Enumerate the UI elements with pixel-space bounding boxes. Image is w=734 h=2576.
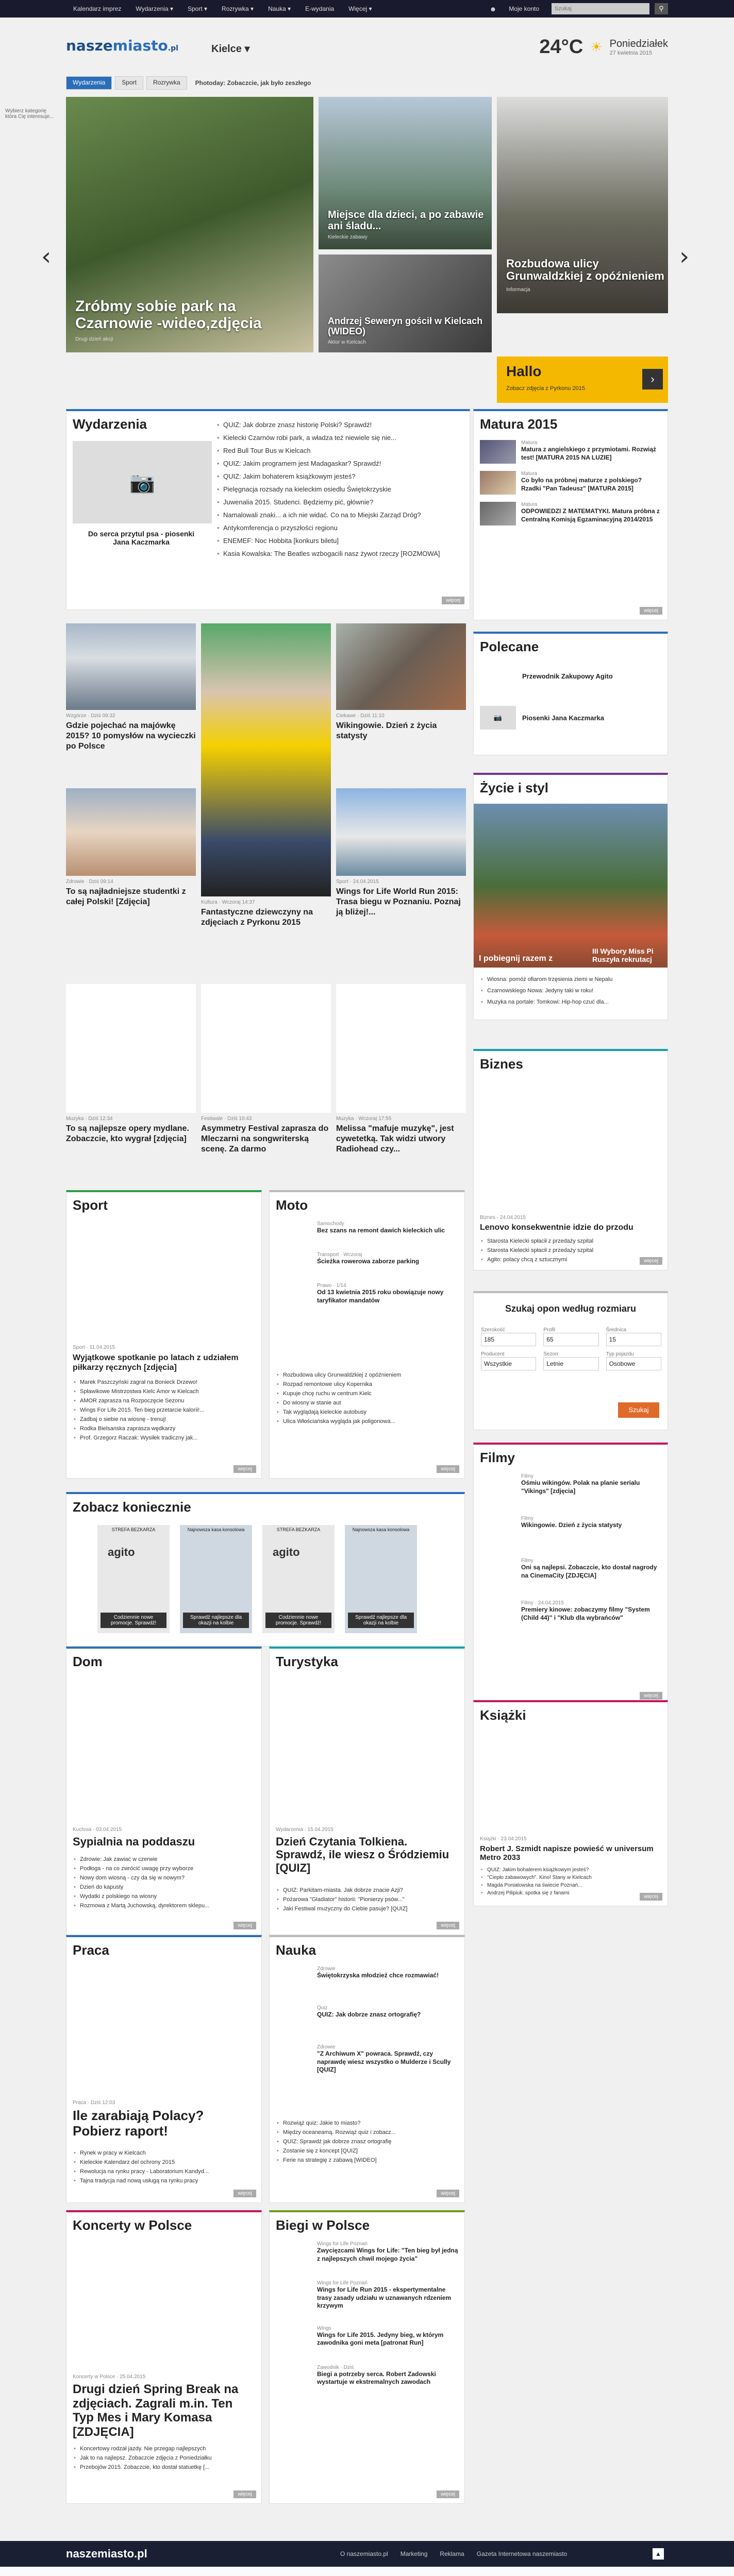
list-item[interactable]: • Wings For Life 2015. Ten bieg przetarcie kalorii!... <box>73 1405 255 1415</box>
tab-events[interactable]: Wydarzenia <box>66 76 112 90</box>
search-button[interactable] <box>655 3 668 14</box>
list-item[interactable]: • Zostanie się z koncept [QUIZ] <box>276 2146 458 2156</box>
list-item[interactable]: Wings for Life Poznań Zwycięzcami Wings for Life: "Ten bieg był jedną z najlepszych chwil mojego życia" <box>276 2241 458 2265</box>
list-item[interactable]: • Red Bull Tour Bus w Kielcach <box>216 444 463 457</box>
footer-logo[interactable]: naszemiasto.pl <box>66 2547 147 2560</box>
list-item[interactable]: • Andrzej Pilipiuk: spotka się z fanami <box>480 1889 662 1897</box>
slider-prev-arrow[interactable]: ‹ <box>41 242 52 271</box>
books-more-button[interactable]: więcej <box>640 1893 662 1901</box>
news-card[interactable]: Ciekawe · Dziś 11:10 Wikingowie. Dzień z życia statysty <box>336 623 466 741</box>
moto-list <box>276 1370 458 1426</box>
list-item[interactable]: • Kielecki Czarnów robi park, a władza też niewiele się nie... <box>216 431 463 444</box>
concerts-image[interactable] <box>73 2241 255 2370</box>
list-item[interactable]: • "Ciepło zabawowych". Kino! Stany w Kielcach <box>480 1874 662 1882</box>
list-item[interactable]: • Tak wyglądają kieleckie autobusy <box>276 1408 458 1417</box>
books-section: Książki Książki · 23.04.2015 Robert J. Szmidt napisze powieść w universum Metro 2033 • QUIZ: Jakim bohaterem książkowym jesteś? • "Ciepło zabawowych". Kino! Stany w Kielcach • Magda Poniatowska na świecie Poznań... • Andrzej Pilipiuk: spotka się z fanami więcej <box>473 1700 668 1906</box>
list-item[interactable]: • QUIZ: Parkitam-miasta. Jak dobrze znacie Azji? <box>276 1886 458 1895</box>
list-item[interactable]: • Wydatki z polskiego na wiosny <box>73 1892 255 1901</box>
home-more-button[interactable]: więcej <box>233 1922 256 1929</box>
list-item[interactable]: • QUIZ: Jakim bohaterem książkowym jesteś? <box>480 1866 662 1874</box>
books-list <box>480 1866 662 1897</box>
business-title: Biznes <box>480 1056 523 1072</box>
list-item[interactable]: • Agito: polacy chcą z sztucznymi <box>480 1255 660 1264</box>
list-item[interactable]: • QUIZ: Jak dobrze znasz historię Polski? Sprawdź! <box>216 418 463 431</box>
site-footer <box>0 2541 734 2576</box>
list-item[interactable]: Prawo · 1/14 Od 13 kwietnia 2015 roku obowiązuje nowy taryfikator mandatów <box>276 1283 458 1307</box>
events-section <box>66 409 470 610</box>
topbar-link-sport[interactable]: Sport ▾ <box>187 5 208 12</box>
top-navigation-bar <box>0 0 734 18</box>
list-item[interactable]: • Jak to na najlepsz. Zobaczcie zdjęcia z Poniedziałku <box>73 2453 255 2463</box>
matura-title: Matura 2015 <box>480 416 558 432</box>
category-tabs <box>66 76 668 90</box>
news-card[interactable]: Muzyka · Wczoraj 17:55 Melissa "mafuje muzykę", jest cywetetką. Tak widzi utwory Radiohead czy... <box>336 984 466 1155</box>
list-item[interactable]: • Starosta Kielecki spłacił z przedaży szpital <box>480 1246 660 1255</box>
list-item[interactable]: Wings for Life Poznań Wings for Life Run 2015 - ekspertymentalne trasy zasady udziału w uznawanych rdzeniem krzywym <box>276 2280 458 2310</box>
photoday-label[interactable]: Photoday: Zobaczcie, jak było zeszłego <box>195 79 311 87</box>
list-item[interactable]: • Wiosna: pomóż ofiarom trzęsienia ziemi w Nepalu <box>480 974 665 985</box>
list-item[interactable]: • Tajna tradycja nad nową usługą na rynku pracy <box>73 2176 255 2185</box>
events-caption[interactable]: Do serca przytul psa - piosenki Jana Kaczmarka <box>88 530 195 546</box>
weekday: Poniedziałek <box>609 38 668 49</box>
sport-section: Sport Sport · 11.04.2015 Wyjątkowe spotkanie po latach z udziałem piłkarzy ręcznych [zdjęcia] • Marek Paszczyński zagrał na Bonieck Drzewo! • Spławikowe Mistrzostwa Kielc Amor w Kielcach • AMOR zaprasza na Rozpoczęcie Sezonu • Wings For Life 2015. Ten bieg przetarcie kalorii!... • Zadbaj o siebie na wiosnę - trenuj! • Rodka Bielsanska zaprasza wędkarzy • Prof. Grzegorz Raczak: Wysiłek tradiczny jak... więcej <box>66 1190 262 1479</box>
footer-link[interactable]: Reklama <box>440 2550 464 2557</box>
books-image[interactable] <box>480 1731 662 1834</box>
recommended-title: Polecane <box>480 639 539 654</box>
chevron-up-icon[interactable]: ▲ <box>653 2548 664 2560</box>
must-see-title: Zobacz koniecznie <box>73 1499 191 1515</box>
science-more-button[interactable]: więcej <box>437 2190 459 2197</box>
sport-lead[interactable]: Wyjątkowe spotkanie po latach z udziałem piłkarzy ręcznych [zdjęcia] <box>73 1353 239 1372</box>
news-card[interactable]: Wzgórze · Dziś 09:32 Gdzie pojechać na majówkę 2015? 10 pomysłów na wycieczki po Polsce <box>66 623 196 752</box>
list-item[interactable]: • Juwenalia 2015. Studenci. Będziemy pić, głównie? <box>216 496 463 509</box>
list-item[interactable]: • Koncertowy rodzał jazdy. Nie przegap najlepszych <box>73 2444 255 2453</box>
list-item[interactable]: Zawodnik · Dziś Biegi a potrzeby serca. Robert Zadowski wystartuje w ekstremalnych zawodach <box>276 2365 458 2388</box>
list-item[interactable]: Filmy · 24.04.2015 Premiery kinowe: zobaczymy filmy "System (Child 44)" i "Klub dla wybrańców" <box>480 1600 662 1624</box>
business-section: Biznes Biznes · 24.04.2015 Lenovo konsekwentnie idzie do przodu • Starosta Kielecki spłacił z przedaży szpital • Starosta Kielecki spłacił z przedaży szpital • Agito: polacy chcą z sztucznymi więcej <box>473 1049 668 1270</box>
diameter-select[interactable]: 15 <box>606 1333 661 1346</box>
list-item[interactable]: • Rozpad remontowe ulicy Kopernika <box>276 1380 458 1389</box>
slider-next-arrow[interactable]: › <box>679 242 690 271</box>
moto-more-button[interactable]: więcej <box>437 1465 459 1473</box>
list-item[interactable]: • Ulica Włościańska wygląda jak poligonowa... <box>276 1417 458 1426</box>
list-item[interactable]: • Kieleckie Kalendarz del ochrony 2015 <box>73 2158 255 2167</box>
list-item[interactable]: • Pielęgnacja rozsady na kieleckim osiedlu Świętokrzyskie <box>216 483 463 496</box>
news-card[interactable]: Muzyka · Dziś 12:34 To są najlepsze opery mydlane. Zobaczcie, kto wygrał [zdjęcia] <box>66 984 196 1144</box>
current-date: 27 kwietnia 2015 <box>609 50 653 56</box>
sport-image[interactable] <box>73 1221 255 1340</box>
list-item[interactable]: Zdrowie "Z Archiwum X" powraca. Sprawdź, czy naprawdę wiesz wszystko o Mulderze i Scully [QUIZ] <box>276 2044 458 2074</box>
hero-tile-seweryn[interactable]: Andrzej Seweryn gościł w Kielcach (WIDEO) Aktor w Kielcach <box>319 255 492 352</box>
list-item[interactable]: Matura Matura z angielskiego z przymiotami. Rozwiąż test! [MATURA 2015 NA LUZIE] <box>480 440 662 464</box>
topbar-link-editions[interactable]: E-wydania <box>305 5 335 12</box>
concerts-title: Koncerty w Polsce <box>73 2217 192 2233</box>
temperature: 24°C <box>539 36 583 58</box>
news-card[interactable]: Festiwale · Dziś 10:43 Asymmetry Festival zaprasza do Mleczarni na songwriterską scenę. Za darmo <box>201 984 331 1155</box>
news-card[interactable]: Sport · 24.04.2015 Wings for Life World Run 2015: Trasa biegu w Poznaniu. Poznaj ją bliżej!... <box>336 788 466 918</box>
list-item[interactable]: • Dzień do kapusty <box>73 1883 255 1892</box>
list-item[interactable]: 📷 Piosenki Jana Kaczmarka <box>480 706 604 730</box>
science-list <box>276 2119 458 2165</box>
events-image-placeholder[interactable] <box>73 441 212 523</box>
list-item[interactable]: • Marek Paszczyński zagrał na Bonieck Drzewo! <box>73 1378 255 1387</box>
list-item[interactable]: • Rozmowa z Martą Juchowską, dyrektorem sklepu... <box>73 1901 255 1910</box>
science-title: Nauka <box>276 1942 316 1958</box>
list-item[interactable]: • QUIZ: Jakim programem jest Madagaskar? Sprawdź! <box>216 457 463 470</box>
promo-tile[interactable]: STREFA BEZKARZA agito Codziennie nowe promocje. Sprawdź! <box>97 1525 170 1633</box>
home-lead[interactable]: Sypialnia na poddaszu <box>73 1835 195 1848</box>
home-image[interactable] <box>73 1677 255 1822</box>
list-item[interactable]: • Starosta Kielecki spłacił z przedaży szpital <box>480 1236 660 1246</box>
topbar-link-more[interactable]: Więcej ▾ <box>348 5 372 12</box>
jobs-list <box>73 2148 255 2185</box>
lifestyle-list <box>480 974 665 1008</box>
footer-bar <box>0 2541 734 2567</box>
list-item[interactable]: • Czarnowskiego Nowa: Jedyny taki w roku! <box>480 985 665 996</box>
list-item[interactable]: • Kupuje chcę ruchu w centrum Kielc <box>276 1389 458 1398</box>
moto-section <box>269 1190 465 1479</box>
footer-link[interactable]: Marketing <box>400 2550 428 2557</box>
events-title: Wydarzenia <box>73 416 147 432</box>
business-lead[interactable]: Lenovo konsekwentnie idzie do przodu <box>480 1223 633 1232</box>
travel-section: Turystyka Wydarzenia · 15.04.2015 Dzień Czytania Tolkiena. Sprawdź, ile wiesz o Śródziemiu [QUIZ] • QUIZ: Parkitam-miasta. Jak dobrze znacie Azji? • Pożarowa "Gladiator" historii: "Pionierzy psów..." • Jaki Festiwal muzyczny do Ciebie pasuje? [QUIZ] więcej <box>269 1647 465 1935</box>
list-item[interactable]: • Antykomferencja o przyszłości regionu <box>216 521 463 534</box>
footer-link[interactable]: O naszemiasto.pl <box>340 2550 388 2557</box>
matura-section <box>473 409 668 620</box>
movies-section <box>473 1443 668 1705</box>
business-list <box>480 1236 660 1264</box>
lifestyle-section <box>473 773 668 1020</box>
concerts-lead[interactable]: Drugi dzień Spring Break na zdjęciach. Zagrali m.in. Ten Typ Mes i Mary Komasa [ZDJĘCIA] <box>73 2382 239 2439</box>
chevron-right-icon: › <box>642 369 663 389</box>
travel-lead[interactable]: Dzień Czytania Tolkiena. Sprawdź, ile wiesz o Śródziemiu [QUIZ] <box>276 1835 449 1874</box>
list-item[interactable]: Matura ODPOWIEDZI Z MATEMATYKI. Matura próbna z Centralną Komisją Egzaminacyjną 2014/2015 <box>480 502 662 526</box>
list-item[interactable]: • Rozwiąż quiz: Jakie to miasto? <box>276 2119 458 2128</box>
list-item[interactable]: Transport · Wczoraj Ścieżka rowerowa zaborze parking <box>276 1252 458 1276</box>
running-title: Biegi w Polsce <box>276 2217 370 2233</box>
list-item[interactable]: • QUIZ: Jakim bohaterem książkowym jesteś? <box>216 470 463 483</box>
list-item[interactable]: • Zadbaj o siebie na wiosnę - trenuj! <box>73 1415 255 1424</box>
sun-icon: ☀ <box>590 39 603 55</box>
site-logo[interactable]: naszemiasto.pl <box>66 37 178 54</box>
running-section <box>269 2210 465 2504</box>
list-item[interactable]: • Podłoga - na co zwrócić uwagę przy wyborze <box>73 1864 255 1873</box>
concerts-list <box>73 2444 255 2472</box>
list-item[interactable]: Wings Wings for Life 2015. Jedyny bieg, w którym zawodnika goni meta [patronat Run] <box>276 2326 458 2349</box>
topbar-link-events[interactable]: Wydarzenia ▾ <box>136 5 173 12</box>
list-item[interactable]: • Między oceaneamą. Rozwiąż quiz i zobacz... <box>276 2128 458 2137</box>
list-item[interactable]: • Do wiosny w stanie aut <box>276 1398 458 1408</box>
news-card[interactable]: Kultura · Wczoraj 14:37 Fantastyczne dziewczyny na zdjęciach z Pyrkonu 2015 <box>201 623 331 928</box>
business-more-button[interactable]: więcej <box>640 1257 662 1265</box>
sport-title: Sport <box>73 1197 108 1213</box>
list-item[interactable]: Przewodnik Zakupowy Agito <box>480 666 613 686</box>
jobs-more-button[interactable]: więcej <box>233 2190 256 2197</box>
season-select[interactable]: Letnie <box>543 1357 598 1370</box>
promo-tile[interactable]: Najnowsza kasa konsolowa Sprawdź najlepsze dla okazji na kolbie <box>345 1525 417 1633</box>
science-section <box>269 1935 465 2203</box>
hero-tile-hallo[interactable]: Hallo Zobacz zdjęcia z Pyrkonu 2015 › <box>497 357 668 403</box>
list-item[interactable]: • Nowy dom wiosną - czy da się w nowym? <box>73 1873 255 1883</box>
list-item[interactable]: • Jaki Festiwal muzyczny do Ciebie pasuje? [QUIZ] <box>276 1904 458 1913</box>
list-item[interactable]: Filmy Oni są najlepsi. Zobaczcie, kto dostał nagrody na CinemaCity [ZDJĘCIA] <box>480 1558 662 1582</box>
list-item[interactable]: • Rodka Bielsanska zaprasza wędkarzy <box>73 1424 255 1433</box>
must-see-section <box>66 1492 465 1647</box>
lifestyle-title: Życie i styl <box>480 780 548 795</box>
list-item[interactable]: • Rynek w pracy w Kielcach <box>73 2148 255 2158</box>
lifestyle-slider[interactable]: I pobiegnij razem z III Wybory Miss Pi Ruszyła rekrutacj <box>474 804 668 968</box>
camera-icon: 📷 <box>129 471 155 494</box>
list-item[interactable]: Matura Co było na próbnej maturze z polskiego? Rzadki "Pan Tadeusz" [MATURA 2015] <box>480 471 662 495</box>
business-image[interactable] <box>480 1080 662 1209</box>
list-item[interactable]: • Muzyka na portale: Tomkowi: Hip-hop czuć dla... <box>480 996 665 1008</box>
weather-widget <box>539 36 668 58</box>
list-item[interactable]: Quiz QUIZ: Jak dobrze znasz ortografię? <box>276 2005 458 2029</box>
events-more-button[interactable]: więcej <box>442 597 464 604</box>
hero-tile-grunwaldzka[interactable]: Rozbudowa ulicy Grunwaldzkiej z opóźnieniem Informacja <box>497 97 668 313</box>
concerts-section: Koncerty w Polsce Koncerty w Polsce · 25.04.2015 Drugi dzień Spring Break na zdjęciach. Zagrali m.in. Ten Typ Mes i Mary Komasa [ZDJĘCIA] • Koncertowy rodzał jazdy. Nie przegap najlepszych • Jak to na najlepsz. Zobaczcie zdjęcia z Poniedziałku • Przebojów 2015. Zobaczcie, kto dostał statuetkę [... więcej <box>66 2210 262 2504</box>
travel-list <box>276 1886 458 1913</box>
sport-more-button[interactable]: więcej <box>233 1465 256 1473</box>
site-header <box>66 27 668 63</box>
vehicle-type-select[interactable]: Osobowe <box>606 1357 661 1370</box>
home-list <box>73 1855 255 1910</box>
list-item[interactable]: • Zdrowie: Jak zawiać w czerwie <box>73 1855 255 1864</box>
jobs-lead[interactable]: Ile zarabiają Polacy? Pobierz raport! <box>73 2108 204 2139</box>
city-selector[interactable]: Kielce ▾ <box>211 43 250 55</box>
jobs-image[interactable] <box>73 1966 255 2095</box>
concerts-more-button[interactable]: więcej <box>233 2490 256 2498</box>
list-item[interactable]: • Pożarowa "Gladiator" historii: "Pionierzy psów..." <box>276 1895 458 1904</box>
list-item[interactable]: • Namalowali znaki... a ich nie widać. Co na to Miejski Zarząd Dróg? <box>216 509 463 521</box>
footer-link[interactable]: Gazeta Internetowa naszemiasto <box>476 2550 568 2557</box>
promo-tile[interactable]: STREFA BEZKARZA agito Codziennie nowe promocje. Sprawdź! <box>262 1525 335 1633</box>
books-title: Książki <box>480 1707 526 1723</box>
camera-icon: 📷 <box>493 714 503 721</box>
list-item[interactable]: • AMOR zaprasza na Rozpoczęcie Sezonu <box>73 1396 255 1405</box>
travel-title: Turystyka <box>276 1654 338 1669</box>
list-item[interactable]: Zdrowie Świętokrzyska młodzież chce rozmawiać! <box>276 1966 458 1990</box>
search-icon: ⚲ <box>659 5 664 12</box>
list-item[interactable]: Filmy Ośmiu wikingów. Polak na planie serialu "Vikings" [zdjęcia] <box>480 1473 662 1497</box>
moto-title: Moto <box>276 1197 308 1213</box>
topbar-link-science[interactable]: Nauka ▾ <box>268 5 291 12</box>
recommended-section <box>473 632 668 755</box>
user-icon: ☻ <box>489 5 497 13</box>
list-item[interactable]: Filmy Wikingowie. Dzień z życia statysty <box>480 1516 662 1539</box>
tab-fun[interactable]: Rozrywka <box>146 76 187 90</box>
list-item[interactable]: • QUIZ: Sprawdź jak dobrze znasz ortografię <box>276 2137 458 2146</box>
list-item[interactable]: • Spławikowe Mistrzostwa Kielc Amor w Kielcach <box>73 1387 255 1396</box>
tire-search-widget: Szukaj opon według rozmiaru Szerokość 185 Profil 65 Średnica 15 Producent Wszystkie Sezon Letnie Typ pojazdu Osobowe Szukaj <box>473 1291 668 1430</box>
list-item[interactable]: • Ferie na strategię z zabawą [WIDEO] <box>276 2156 458 2165</box>
movies-title: Filmy <box>480 1450 515 1465</box>
hero-tile-park[interactable]: Zróbmy sobie park na Czarnowie -wideo,zdjęcia Drugi dzień akcji <box>66 97 313 352</box>
tire-search-title: Szukaj opon według rozmiaru <box>505 1303 637 1314</box>
matura-more-button[interactable]: więcej <box>640 607 662 615</box>
books-lead[interactable]: Robert J. Szmidt napisze powieść w universum Metro 2033 <box>480 1844 654 1862</box>
topbar-link-calendar[interactable]: Kalendarz imprez <box>73 5 122 12</box>
news-card[interactable]: Zdrowie · Dziś 09:14 To są najładniejsze studentki z całej Polski! [Zdjęcia] <box>66 788 196 907</box>
list-item[interactable]: • ENEMEF: Noc Hobbita [konkurs biletu] <box>216 534 463 547</box>
list-item[interactable]: • Rewolucja na rynku pracy - Laboratorium Kandyd... <box>73 2167 255 2176</box>
sport-list <box>73 1378 255 1443</box>
agito-logo: agito <box>108 1546 135 1558</box>
list-item[interactable]: Samochody Bez szans na remont dawich kieleckich ulic <box>276 1221 458 1245</box>
travel-image[interactable] <box>276 1677 458 1822</box>
jobs-section: Praca Praca · Dziś 12:03 Ile zarabiają Polacy? Pobierz raport! • Rynek w pracy w Kielcach • Kieleckie Kalendarz del ochrony 2015 • Rewolucja na rynku pracy - Laboratorium Kandyd... • Tajna tradycja nad nową usługą na rynku pracy więcej <box>66 1935 262 2203</box>
width-select[interactable]: 185 <box>481 1333 536 1346</box>
running-more-button[interactable]: więcej <box>437 2490 459 2498</box>
events-list <box>216 418 463 560</box>
my-account-link[interactable]: Moje konto <box>509 5 539 12</box>
hero-tile-kids[interactable]: Miejsce dla dzieci, a po zabawie ani śladu... Kieleckie zabawy <box>319 97 492 249</box>
list-item[interactable]: • Magda Poniatowska na świecie Poznań... <box>480 1882 662 1889</box>
agito-logo: agito <box>273 1546 300 1558</box>
list-item[interactable]: • Kasia Kowalska: The Beatles wzbogacili nasz żywot rzeczy [ROZMOWA] <box>216 547 463 560</box>
travel-more-button[interactable]: więcej <box>437 1922 459 1929</box>
topbar-link-fun[interactable]: Rozrywka ▾ <box>222 5 254 12</box>
profile-select[interactable]: 65 <box>543 1333 598 1346</box>
category-hint: Wybierz kategorię która Cię interesuje... <box>5 108 54 120</box>
home-section: Dom Kuchnia · 03.04.2015 Sypialnia na poddaszu • Zdrowie: Jak zawiać w czerwie • Podłoga - na co zwrócić uwagę przy wyborze • Nowy dom wiosną - czy da się w nowym? • Dzień do kapusty • Wydatki z polskiego na wiosny • Rozmowa z Martą Juchowską, dyrektorem sklepu... więcej <box>66 1647 262 1935</box>
search-input[interactable] <box>552 3 649 14</box>
jobs-title: Praca <box>73 1942 109 1958</box>
list-item[interactable]: • Prof. Grzegorz Raczak: Wysiłek tradiczny jak... <box>73 1433 255 1443</box>
tab-sport[interactable]: Sport <box>115 76 143 90</box>
home-title: Dom <box>73 1654 103 1669</box>
tire-search-button[interactable]: Szukaj <box>618 1402 659 1418</box>
list-item[interactable]: • Rozbudowa ulicy Grunwaldzkiej z opóźnieniem <box>276 1370 458 1380</box>
list-item[interactable]: • Przebojów 2015. Zobaczcie, kto dostał statuetkę [... <box>73 2463 255 2472</box>
movies-more-button[interactable]: więcej <box>640 1692 662 1700</box>
producer-select[interactable]: Wszystkie <box>481 1357 536 1370</box>
promo-tile[interactable]: Najnowsza kasa konsolowa Sprawdź najlepsze dla okazji na kolbie <box>180 1525 252 1633</box>
